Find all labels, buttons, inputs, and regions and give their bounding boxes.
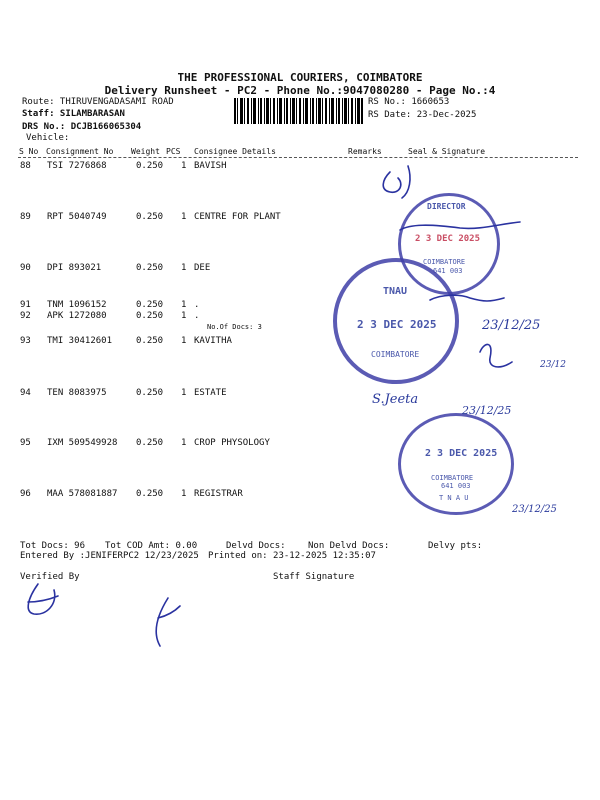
delvd-docs: Delvd Docs: [226, 541, 286, 551]
handwritten-date-row93: 23/12/25 [482, 318, 541, 333]
row-sno: 95 [20, 438, 31, 448]
row-consignee: CROP PHYSOLOGY [194, 438, 270, 448]
rs-number: RS No.: 1660653 [368, 97, 450, 107]
header-divider [18, 157, 578, 158]
row-weight: 0.250 [136, 300, 164, 310]
row-consignee: ESTATE [194, 388, 227, 398]
handwritten-date-row96: 23/12/25 [512, 504, 557, 515]
row-weight: 0.250 [136, 388, 164, 398]
staff: Staff: SILAMBARASAN [22, 109, 125, 119]
row-consignment: IXM 509549928 [47, 438, 118, 448]
delvy-pts: Delvy pts: [428, 541, 483, 551]
row-pcs: 1 [181, 161, 187, 171]
row-sno: 92 [20, 311, 31, 321]
row-pcs: 1 [181, 263, 187, 273]
runsheet-title: Delivery Runsheet - PC2 - Phone No.:9047080280 - Page No.:4 [104, 84, 496, 97]
row-pcs: 1 [181, 388, 187, 398]
row-consignee: KAVITHA [194, 336, 232, 346]
stamp-code: 641 003 [433, 267, 463, 275]
footer-signatures [18, 578, 218, 658]
row-weight: 0.250 [136, 438, 164, 448]
row-consignment: DPI 893021 [47, 263, 102, 273]
row-sno: 89 [20, 212, 31, 222]
stamp-date: 2 3 DEC 2025 [415, 234, 481, 244]
col-pcs: PCS [166, 147, 181, 156]
row-pcs: 1 [181, 212, 187, 222]
row-consignee: REGISTRAR [194, 489, 243, 499]
vehicle: Vehicle: [26, 133, 70, 143]
row-consignment: TEN 8083975 [47, 388, 107, 398]
stamp-bottom-text: T N A U [439, 494, 469, 502]
row-consignee: CENTRE FOR PLANT [194, 212, 281, 222]
stamp-top-text: DIRECTOR [427, 202, 466, 211]
row-consignment: TSI 7276868 [47, 161, 107, 171]
tot-cod-amt: Tot COD Amt: 0.00 [105, 541, 198, 551]
company-title: THE PROFESSIONAL COURIERS, COIMBATORE [177, 71, 423, 84]
staff-signature [156, 598, 180, 646]
stamp-date: 2 3 DEC 2025 [425, 448, 498, 459]
signature-row93b [480, 344, 512, 366]
row-weight: 0.250 [136, 489, 164, 499]
handwritten-date-row94: 23/12 [540, 360, 566, 370]
stamp-place: COIMBATORE [371, 350, 420, 359]
row-weight: 0.250 [136, 311, 164, 321]
rs-date: RS Date: 23-Dec-2025 [368, 110, 477, 120]
row-pcs: 1 [181, 336, 187, 346]
col-consignment: Consignment No [46, 147, 114, 156]
row-sno: 93 [20, 336, 31, 346]
stamp-place: COIMBATORE [431, 474, 474, 482]
row-sno: 96 [20, 489, 31, 499]
stamp-place: COIMBATORE [423, 258, 466, 266]
drs-number: DRS No.: DCJB166065304 [22, 122, 142, 132]
row-consignment: RPT 5040749 [47, 212, 107, 222]
row-weight: 0.250 [136, 161, 164, 171]
staff-signature-label: Staff Signature [273, 572, 355, 582]
row-pcs: 1 [181, 311, 187, 321]
col-weight: Weight [131, 147, 160, 156]
row-consignee: . [194, 300, 200, 310]
verifier-signature [28, 584, 58, 614]
row-consignment: APK 1272080 [47, 311, 107, 321]
printed-on: Printed on: 23-12-2025 12:35:07 [208, 551, 376, 561]
entered-by: Entered By :JENIFERPC2 12/23/2025 [20, 551, 199, 561]
stamp-date: 2 3 DEC 2025 [357, 318, 437, 331]
row-consignment: TNM 1096152 [47, 300, 107, 310]
row-consignee: BAVISH [194, 161, 227, 171]
row-weight: 0.250 [136, 336, 164, 346]
signature-marks [360, 160, 540, 560]
barcode-graphic [234, 98, 364, 124]
row-consignee: . [194, 311, 200, 321]
route: Route: THIRUVENGADASAMI ROAD [22, 97, 174, 107]
row-sno: 90 [20, 263, 31, 273]
row-pcs: 1 [181, 489, 187, 499]
col-sno: S No [19, 147, 39, 156]
signature-row89 [400, 222, 520, 230]
stamp-code: 641 003 [441, 482, 471, 490]
signature-row93 [430, 295, 504, 301]
row-sno: 91 [20, 300, 31, 310]
handwritten-date-row95: 23/12/25 [462, 404, 512, 417]
stamp-top-text: TNAU [383, 286, 408, 297]
non-delvd-docs: Non Delvd Docs: [308, 541, 390, 551]
row-pcs: 1 [181, 300, 187, 310]
col-consignee: Consignee Details [194, 147, 276, 156]
row-pcs: 1 [181, 438, 187, 448]
verified-by-label: Verified By [20, 572, 80, 582]
row-sno: 94 [20, 388, 31, 398]
row-consignment: MAA 578081887 [47, 489, 118, 499]
row-consignment: TMI 30412601 [47, 336, 113, 346]
row-sno: 88 [20, 161, 31, 171]
col-remarks: Remarks [348, 147, 382, 156]
handwritten-name-row95: S.Jeeta [372, 392, 419, 407]
tot-docs: Tot Docs: 96 [20, 541, 86, 551]
row-weight: 0.250 [136, 263, 164, 273]
row-consignee: DEE [194, 263, 211, 273]
no-of-docs: No.Of Docs: 3 [207, 323, 262, 331]
barcode [234, 98, 364, 124]
signature-row88 [383, 166, 410, 198]
col-seal: Seal & Signature [408, 147, 486, 156]
row-weight: 0.250 [136, 212, 164, 222]
